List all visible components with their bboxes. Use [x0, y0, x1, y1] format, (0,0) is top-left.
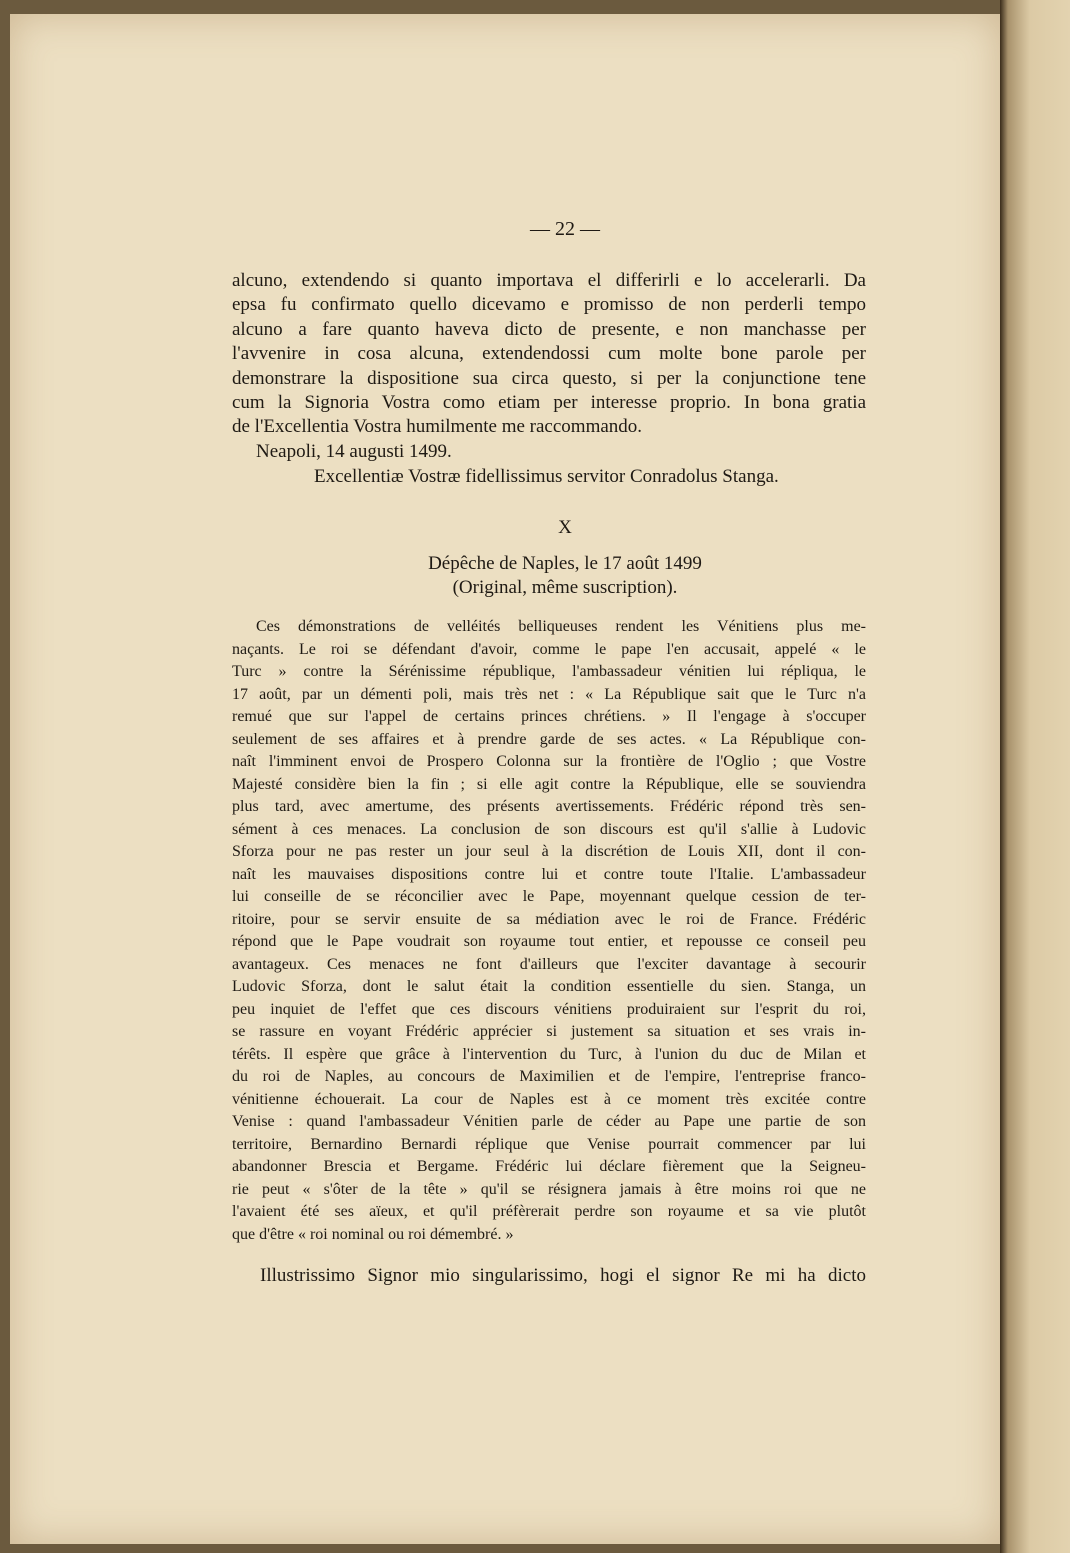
- text-line: 17 août, par un démenti poli, mais très net : « La République sait que le Turc n'a: [232, 685, 866, 703]
- text-line: l'avvenire in cosa alcuna, extendendossi cum molte bone parole per: [232, 343, 866, 365]
- page-number-text: — 22 —: [530, 218, 600, 240]
- text-line: alcuno, extendendo si quanto importava el differirli e lo accelerarli. Da: [232, 270, 866, 291]
- text-line: alcuno a fare quanto haveva dicto de presente, e non manchasse per: [232, 318, 866, 340]
- text-line: abandonner Brescia et Bergame. Frédéric lui déclare fièrement que la Seigneu-: [232, 1158, 866, 1175]
- text-line: naît l'imminent envoi de Prospero Colonna sur la frontière de l'Oglio ; que Vostre: [232, 753, 866, 770]
- text-line: Sforza pour ne pas rester un jour seul à la discrétion de Louis XII, dont il con-: [232, 843, 866, 860]
- section-title: [0, 553, 1070, 575]
- text-line: peu inquiet de l'effet que ces discours vénitiens produiraient sur l'esprit du roi,: [232, 1000, 866, 1018]
- text-line: lui conseille de se réconcilier avec le Pape, moyennant quelque cession de ter-: [232, 888, 866, 905]
- text-line: epsa fu confirmato quello dicevamo e promisso de non perderli tempo: [232, 294, 866, 316]
- text-line: seulement de ses affaires et à prendre garde de ses actes. « La République con-: [232, 730, 866, 748]
- text-line: avantageux. Ces menaces ne font d'ailleurs que l'exciter davantage à secourir: [232, 955, 866, 973]
- text-line: naît les mauvaises dispositions contre lui et contre toute l'Italie. L'ambassadeur: [232, 865, 866, 883]
- section-title-text: Dépêche de Naples, le 17 août 1499: [428, 553, 702, 574]
- text-line: naçants. Le roi se défendant d'avoir, comme le pape l'en accusait, appelé « le: [232, 640, 866, 658]
- text-line: se rassure en voyant Frédéric apprécier si justement sa situation et ses vrais in-: [232, 1023, 866, 1040]
- text-line: ritoire, pour se servir ensuite de sa médiation avec le roi de France. Frédéric: [232, 910, 866, 928]
- text-line: Turc » contre la Sérénissime république, l'ambassadeur vénitien lui répliqua, le: [232, 663, 866, 680]
- page-number: [0, 218, 1070, 241]
- signature: Excellentiæ Vostræ fidellissimus servitor Conradolus Stanga.: [314, 466, 779, 487]
- text-line: répond que le Pape voudrait son royaume tout entier, et repousse ce conseil peu: [232, 933, 866, 950]
- text-line: demonstrare la dispositione sua circa questo, si per la conjunctione tene: [232, 367, 866, 389]
- section-subtitle-text: (Original, même suscription).: [452, 577, 678, 598]
- section-subtitle: [0, 577, 1070, 599]
- text-line: territoire, Bernardino Bernardi réplique que Venise pourrait commencer par lui: [232, 1135, 866, 1153]
- text-line: Ces démonstrations de velléités belliqueuses rendent les Vénitiens plus me-: [256, 618, 866, 635]
- text-line: sément à ces menaces. La conclusion de son discours est qu'il s'allie à Ludovic: [232, 820, 866, 838]
- text-line: Ludovic Sforza, dont le salut était la condition essentielle du sien. Stanga, un: [232, 978, 866, 995]
- text-line: plus tard, avec amertume, des présents avertissements. Frédéric répond très sen-: [232, 798, 866, 815]
- text-line: l'avaient été ses aïeux, et qu'il préfèrerait perdre son royaume et sa vie plutôt: [232, 1203, 866, 1220]
- italian-letter-start: Illustrissimo Signor mio singularissimo, hogi el signor Re mi ha dicto: [260, 1265, 866, 1286]
- section-number-text: X: [558, 517, 572, 538]
- text-line: de l'Excellentia Vostra humilmente me raccommando.: [232, 416, 643, 438]
- text-line: du roi de Naples, au concours de Maximilien et de l'empire, l'entreprise franco-: [232, 1068, 866, 1085]
- text-line: cum la Signoria Vostra como etiam per interesse proprio. In bona gratia: [232, 392, 866, 413]
- text-line: remué que sur l'appel de certains princes chrétiens. » Il l'engage à s'occuper: [232, 708, 866, 725]
- text-line: Venise : quand l'ambassadeur Vénitien parle de céder au Pape une partie de son: [232, 1113, 866, 1130]
- section-number: [0, 517, 1070, 539]
- text-line: que d'être « roi nominal ou roi démembré. »: [232, 1225, 514, 1243]
- date-line: Neapoli, 14 augusti 1499.: [256, 441, 452, 462]
- text-line: rie peut « s'ôter de la tête » qu'il se résignera jamais à être moins roi que ne: [232, 1180, 866, 1198]
- text-line: Majesté considère bien la fin ; si elle agit contre la République, elle se souviendra: [232, 775, 866, 793]
- text-line: térêts. Il espère que grâce à l'intervention du Turc, à l'union du duc de Milan et: [232, 1045, 866, 1063]
- text-line: vénitienne échouerait. La cour de Naples est à ce moment très excitée contre: [232, 1090, 866, 1108]
